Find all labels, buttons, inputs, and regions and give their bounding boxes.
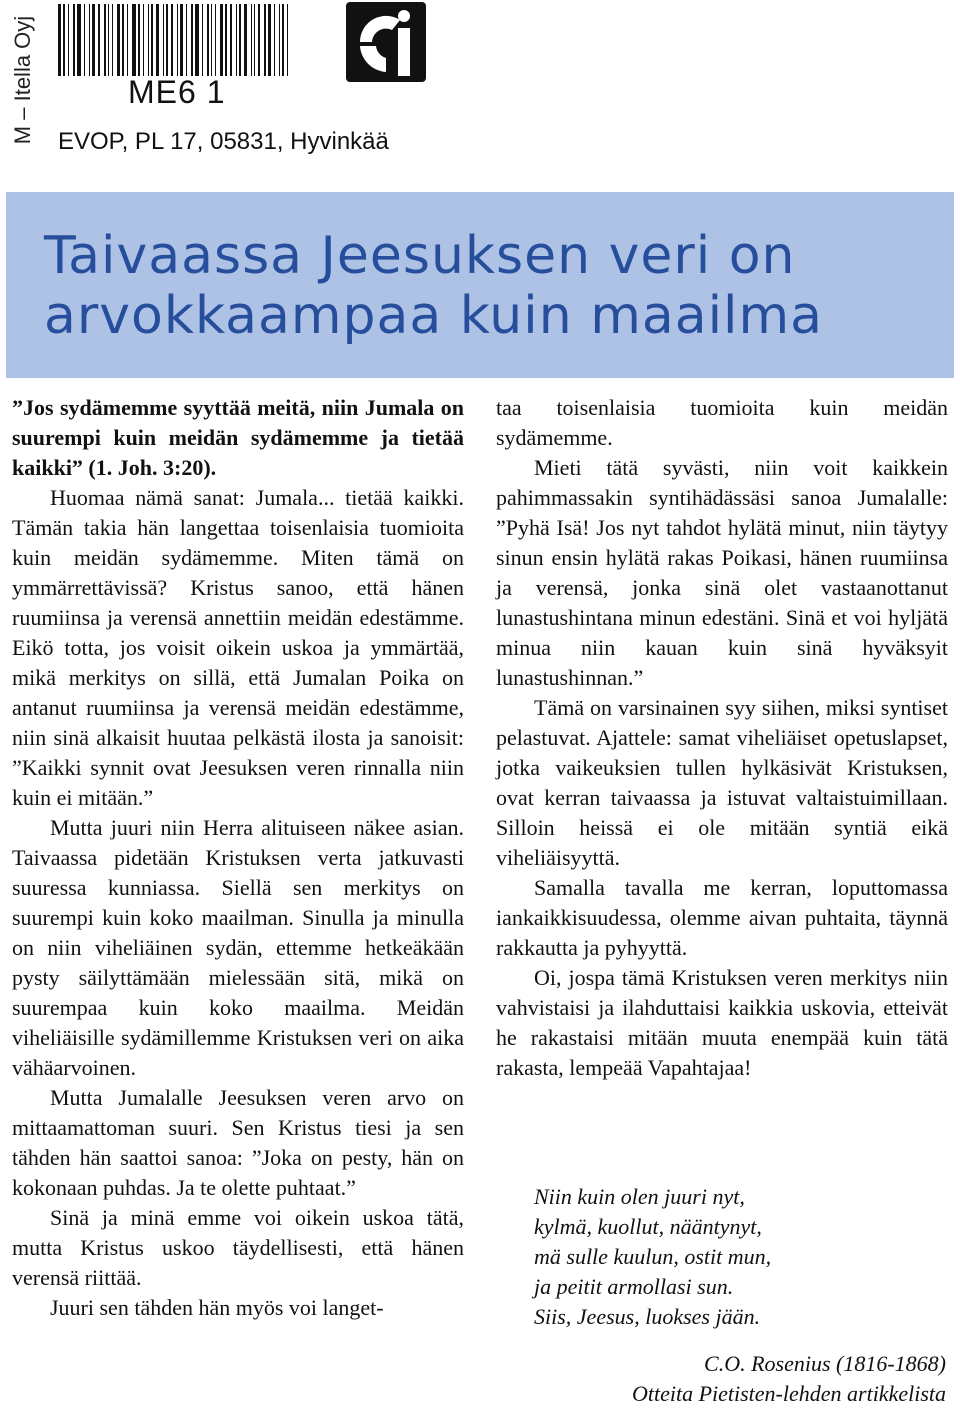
title-banner [6,192,954,378]
title-line-1: Taivaassa Jeesuksen veri on [44,226,796,286]
verse-line: Siis, Jeesus, luokses jään. [534,1304,761,1329]
verse-line: ja peitit armollasi sun. [534,1274,734,1299]
postal-code-label: ME6 1 [128,74,226,110]
paragraph: Mieti tätä syvästi, niin voit kaikkein pahimmassakin syntihädässäsi sanoa Jumalalle: ”Pyhä Isä! Jos nyt tahdot hylätä minut, niin täytyy sinun ensin hylätä rakas Poikasi, hänen ruumiinsa ja verensä, jonka sinä olet vastaanottanut lunastushintana minun edestäni. Sinä et voi hyljätä minua niin kauan kuin sinä hyväksyit lunastushinnan.” [496,455,948,690]
postage-sidebar-label: M – Itella Oyj [10,15,35,145]
paragraph: Oi, jospa tämä Kristuksen veren merkitys niin vahvistaisi ja ilahduttaisi kaikkia uskovia, etteivät he rakastaisi mitään muuta enempää kuin tätä rakasta, lempeää Vapahtajaa! [496,965,948,1080]
hymn-verse [534,1182,934,1332]
paragraph: Mutta Jumalalle Jeesuksen veren arvo on mittaamattoman suuri. Sen Kristus tiesi ja sen tähden hän saattoi sanoa: ”Joka on pesty, hän on kokonaan puhdas. Ja te olette puhtaat.” [12,1085,464,1200]
title-line-2: arvokkaampaa kuin maailma [44,286,823,346]
verse-line: mä sulle kuulun, ostit mun, [534,1244,772,1269]
paragraph: Sinä ja minä emme voi oikein uskoa tätä, mutta Kristus uskoo täydellisesti, että hänen verensä riittää. [12,1205,464,1290]
bible-quote: ”Jos sydämemme syyttää meitä, niin Jumala on suurempi kuin meidän sydämemme ja tietää kaikki” (1. Joh. 3:20). [12,395,464,480]
paragraph: Samalla tavalla me kerran, loputtomassa iankaikkisuudessa, olemme aivan puhtaita, täynnä rakkautta ja pyhyyttä. [496,875,948,960]
barcode [58,4,296,76]
paragraph: Juuri sen tähden hän myös voi langet- [50,1295,384,1320]
paragraph: Tämä on varsinainen syy siihen, miksi syntiset pelastuvat. Ajattele: samat viheliäiset opetuslapset, jotka vaikeuksien tullen hylkäsivät Kristuksen, ovat kerran taivaassa ja istuvat valtaistuimillaan. Silloin heissä ei ole mitään syntiä eikä viheliäisyyttä. [496,695,948,870]
paragraph: Huomaa nämä sanat: Jumala... tietää kaikki. Tämän takia hän langettaa toisenlaisia tuomioita kuin meidän sydämemme. Miten tämä on ymmärrettävissä? Kristus sanoo, että hänen ruumiinsa ja verensä annettiin meidän edestämme. Eikö totta, jos voisit oikein uskoa ja ymmärtää, mikä merkitys on sillä, että Jumalan Poika on antanut ruumiinsa ja verensä meidän edestämme, niin sinä alkaisit huutaa pelkästä ilosta ja sanoisit: ”Kaikki synnit ovat Jeesuksen veren rinnalla niin kuin ei mitään.” [12,485,464,810]
article-column-left [12,393,464,1323]
source-note: Otteita Pietisten-lehden artikkelista [631,1381,946,1406]
verse-line: kylmä, kuollut, nääntynyt, [534,1214,762,1239]
return-address: EVOP, PL 17, 05831, Hyvinkää [58,128,389,155]
paragraph-continued: taa toisenlaisia tuomioita kuin meidän sydämemme. [496,395,948,450]
verse-line: Niin kuin olen juuri nyt, [534,1184,745,1209]
article-column-right [496,393,948,1083]
article-title [44,226,823,346]
author-name: C.O. Rosenius (1816-1868) [704,1351,946,1376]
attribution [632,1349,946,1409]
postage-sidebar-text [8,0,38,160]
publisher-logo-icon [346,2,426,82]
paragraph: Mutta juuri niin Herra alituiseen näkee asian. Taivaassa pidetään Kristuksen verta jatkuvasti suuressa kunniassa. Siellä sen merkitys on suurempi kuin koko maailman. Sinulla ja minulla on niin viheliäinen sydän, ettemme hetkeäkään pysty säilyttämään mielessään sitä, mikä on suurempaa kuin koko maailma. Meidän viheliäisille sydämillemme Kristuksen veri on aika vähäarvoinen. [12,815,464,1080]
